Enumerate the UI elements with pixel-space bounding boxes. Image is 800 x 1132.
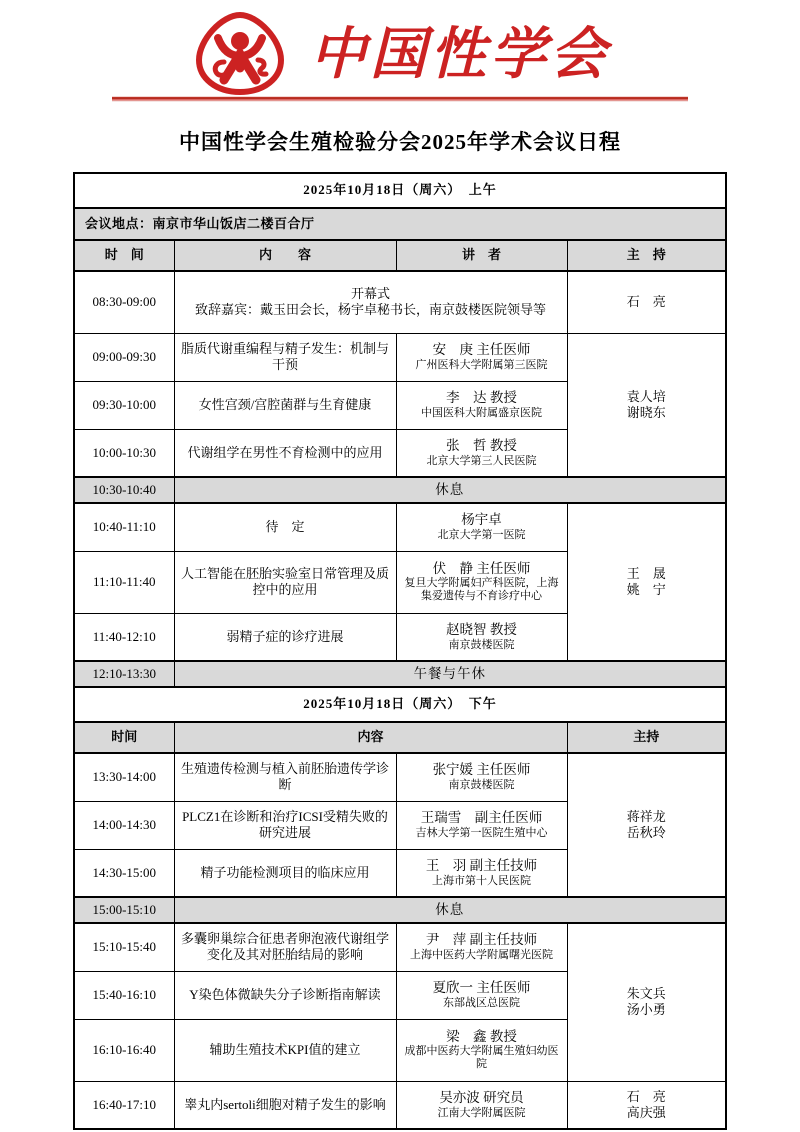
column-header-host: 主持 [567,722,726,753]
session-time: 13:30-14:00 [74,753,174,801]
speaker-name: 李 达 教授 [446,390,517,406]
column-header-row [74,240,726,271]
session-host: 石 亮 高庆强 [567,1081,726,1129]
schedule-table [73,172,727,1130]
session-time: 09:30-10:00 [74,381,174,429]
speaker-affiliation: 南京鼓楼医院 [448,638,515,651]
session-host: 朱文兵 汤小勇 [567,923,726,1081]
session-topic: 代谢组学在男性不育检测中的应用 [174,429,396,477]
speaker-name: 夏欣一 主任医师 [432,980,531,996]
session-speaker [396,381,567,429]
schedule-row [74,923,726,971]
session-speaker [396,753,567,801]
break-label: 休息 [174,477,726,503]
session-time: 15:40-16:10 [74,971,174,1019]
break-row [74,477,726,503]
column-header-time: 时 间 [74,240,174,271]
speaker-name: 尹 萍 副主任技师 [425,932,538,948]
organization-name: 中国性学会 [310,21,610,87]
speaker-name: 安 庚 主任医师 [432,342,531,358]
schedule-row [74,753,726,801]
speaker-name: 张宁媛 主任医师 [432,762,531,778]
session-speaker [396,333,567,381]
column-header-topic: 内 容 [174,240,396,271]
break-time: 10:30-10:40 [74,477,174,503]
speaker-affiliation: 广州医科大学附属第三医院 [415,358,548,371]
session-topic: 女性宫颈/宫腔菌群与生育健康 [174,381,396,429]
session-topic: 精子功能检测项目的临床应用 [174,849,396,897]
session-time: 10:40-11:10 [74,503,174,551]
session-topic: Y染色体微缺失分子诊断指南解读 [174,971,396,1019]
speaker-affiliation: 江南大学附属医院 [437,1106,526,1119]
break-time: 12:10-13:30 [74,661,174,687]
column-header-topic: 内容 [174,722,567,753]
masthead [0,0,800,112]
column-header-host: 主 持 [567,240,726,271]
break-time: 15:00-15:10 [74,897,174,923]
session-time: 15:10-15:40 [74,923,174,971]
schedule-row [74,1081,726,1129]
session-topic: 多囊卵巢综合征患者卵泡液代谢组学变化及其对胚胎结局的影响 [174,923,396,971]
speaker-affiliation: 上海市第十人民医院 [432,874,531,887]
venue-row [74,208,726,240]
speaker-affiliation: 成都中医药大学附属生殖妇幼医院 [404,1045,559,1071]
session-speaker [396,923,567,971]
speaker-name: 吴亦波 研究员 [439,1089,524,1105]
session-speaker [396,503,567,551]
session-host: 王 晟 姚 宁 [567,503,726,661]
speaker-affiliation: 上海中医药大学附属曙光医院 [410,949,553,962]
session-time: 16:40-17:10 [74,1081,174,1129]
session-topic: 弱精子症的诊疗进展 [174,613,396,661]
session-topic: 人工智能在胚胎实验室日常管理及质控中的应用 [174,551,396,613]
topic-line-1: 开幕式 [350,286,390,301]
session-topic: 生殖遗传检测与植入前胚胎遗传学诊断 [174,753,396,801]
session-header: 2025年10月18日（周六） 上午 [74,173,726,208]
session-host: 袁人培 谢晓东 [567,333,726,477]
session-topic: 脂质代谢重编程与精子发生：机制与干预 [174,333,396,381]
speaker-affiliation: 吉林大学第一医院生殖中心 [415,826,548,839]
session-time: 11:10-11:40 [74,551,174,613]
session-time: 14:30-15:00 [74,849,174,897]
speaker-name: 梁 鑫 教授 [446,1028,517,1044]
session-speaker [396,971,567,1019]
column-header-time: 时间 [74,722,174,753]
speaker-name: 杨宇卓 [461,512,502,528]
session-topic [174,271,567,333]
speaker-name: 王 羽 副主任技师 [425,857,538,873]
column-header-speaker: 讲 者 [396,240,567,271]
session-speaker [396,849,567,897]
topic-line-2: 致辞嘉宾：戴玉田会长，杨宇卓秘书长，南京鼓楼医院领导等 [194,302,546,318]
schedule-row [74,503,726,551]
speaker-affiliation: 北京大学第三人民医院 [426,454,537,467]
break-label: 休息 [174,897,726,923]
break-row [74,661,726,687]
break-row [74,897,726,923]
session-time: 10:00-10:30 [74,429,174,477]
session-speaker [396,1019,567,1081]
session-speaker [396,551,567,613]
speaker-name: 张 哲 教授 [446,437,517,453]
session-time: 16:10-16:40 [74,1019,174,1081]
session-speaker [396,613,567,661]
session-header: 2025年10月18日（周六） 下午 [74,687,726,722]
session-topic: 辅助生殖技术KPI值的建立 [174,1019,396,1081]
speaker-name: 赵晓智 教授 [446,621,517,637]
column-header-row [74,722,726,753]
session-time: 08:30-09:00 [74,271,174,333]
session-header-row [74,173,726,208]
speaker-affiliation: 东部战区总医院 [443,996,520,1009]
session-time: 14:00-14:30 [74,801,174,849]
break-label: 午餐与午休 [174,661,726,687]
session-speaker [396,1081,567,1129]
speaker-name: 王瑞雪 副主任医师 [420,810,543,826]
association-logo-icon [188,10,292,98]
schedule-row [74,333,726,381]
venue-label: 会议地点：南京市华山饭店二楼百合厅 [74,208,726,240]
schedule-row [74,271,726,333]
session-header-row [74,687,726,722]
session-host: 蒋祥龙 岳秋玲 [567,753,726,897]
speaker-affiliation: 南京鼓楼医院 [448,779,515,792]
speaker-affiliation: 中国医科大附属盛京医院 [421,406,542,419]
session-topic: 睾丸内sertoli细胞对精子发生的影响 [174,1081,396,1129]
masthead-divider [112,96,688,102]
speaker-name: 伏 静 主任医师 [432,560,531,576]
session-speaker [396,429,567,477]
session-host: 石 亮 [567,271,726,333]
session-time: 09:00-09:30 [74,333,174,381]
page-title: 中国性学会生殖检验分会2025年学术会议日程 [179,130,621,154]
schedule-table-wrap [73,172,727,1130]
speaker-affiliation: 复旦大学附属妇产科医院，上海集爱遗传与不育诊疗中心 [404,577,559,603]
session-topic: PLCZ1在诊断和治疗ICSI受精失败的研究进展 [174,801,396,849]
session-speaker [396,801,567,849]
session-topic: 待 定 [174,503,396,551]
speaker-affiliation: 北京大学第一医院 [437,529,526,542]
session-time: 11:40-12:10 [74,613,174,661]
